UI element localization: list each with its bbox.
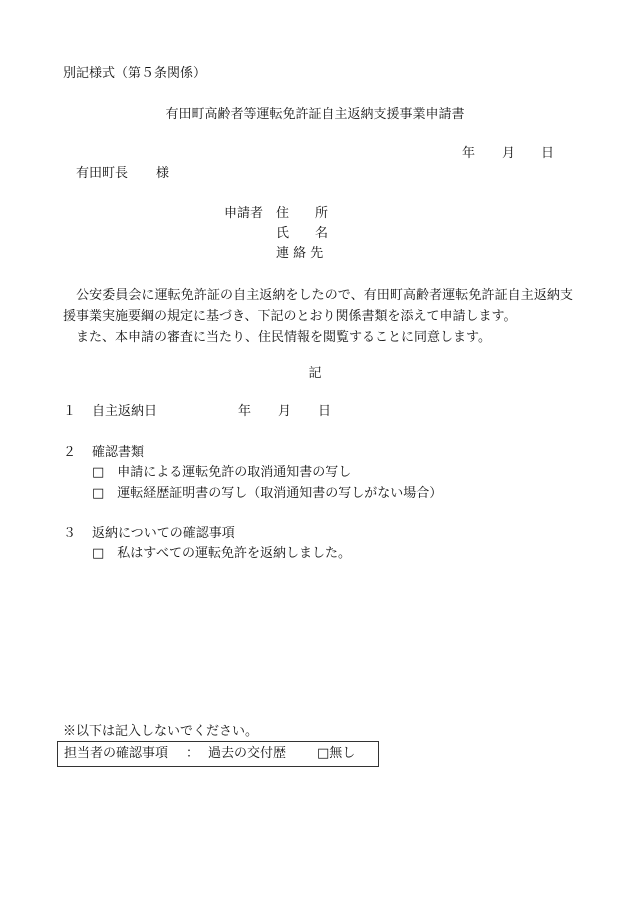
honorific: 様 <box>156 166 170 181</box>
item-label: 確認書類 <box>92 445 145 460</box>
item-number: ３ <box>63 526 77 541</box>
item-label: 自主返納日 <box>92 404 158 419</box>
return-date-day: 日 <box>318 404 332 419</box>
checkbox-option-cancellation-notice[interactable]: □ 申請による運転免許の取消通知書の写し <box>92 465 352 480</box>
checkbox-option-driving-history-certificate[interactable]: □ 運転経歴証明書の写し（取消通知書の写しがない場合） <box>92 486 443 501</box>
ki-heading: 記 <box>308 366 322 381</box>
staff-confirmation-label: 担当者の確認事項 <box>64 746 169 761</box>
none-checkbox[interactable]: □無し <box>317 746 356 761</box>
addressee: 有田町長 <box>76 166 129 181</box>
date-month: 月 <box>502 146 516 161</box>
item-label: 返納についての確認事項 <box>92 526 235 541</box>
date-day: 日 <box>541 146 555 161</box>
return-date-month: 月 <box>278 404 292 419</box>
checkbox-option-all-licenses-returned[interactable]: □ 私はすべての運転免許を返納しました。 <box>92 546 352 561</box>
colon-separator: ： <box>186 746 200 761</box>
item-number: ２ <box>63 445 77 460</box>
applicant-name-label: 氏 名 <box>276 226 329 241</box>
applicant-contact-label: 連 絡 先 <box>276 246 324 261</box>
document-title: 有田町高齢者等運転免許証自主返納支援事業申請書 <box>165 107 465 122</box>
office-use-box <box>57 741 379 767</box>
return-date-year: 年 <box>238 404 252 419</box>
applicant-label: 申請者 <box>224 206 264 221</box>
consent-statement: また、本申請の審査に当たり、住民情報を閲覧することに同意します。 <box>63 330 491 345</box>
date-year: 年 <box>462 146 476 161</box>
office-use-note: ※以下は記入しないでください。 <box>63 724 259 739</box>
issuance-history-label: 過去の交付歴 <box>208 746 287 761</box>
form-label: 別記様式（第５条関係） <box>63 66 207 81</box>
applicant-address-label: 住 所 <box>276 206 329 221</box>
application-statement: 公安委員会に運転免許証の自主返納をしたので、有田町高齢者運転免許証自主返納支援事業実施要綱の規定に基づき、下記のとおり関係書類を添えて申請します。 <box>63 288 573 324</box>
item-number: １ <box>63 404 77 419</box>
